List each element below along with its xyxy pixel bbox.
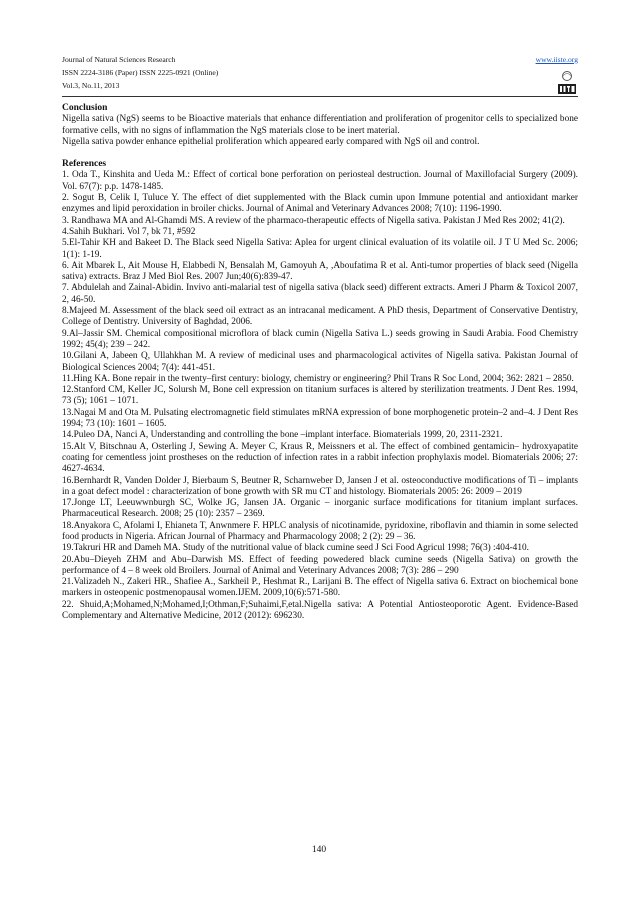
conclusion-heading: Conclusion: [62, 103, 108, 113]
reference-item: 11.Hing KA. Bone repair in the twenty–first century: biology, chemistry or engineering? Phil Trans R Soc Lond, 2004; 362: 2821 – 2850.: [62, 373, 574, 384]
reference-item: 3. Randhawa MA and Al-Ghamdi MS. A review of the pharmaco-therapeutic effects of Nigella sativa. Pakistan J Med Res 2002; 41(2).: [62, 215, 565, 226]
reference-item: 20.Abu–Dieyeh ZHM and Abu–Darwish MS. Effect of feeding powedered black cumine seeds (Nigella Sativa) on growth the performance of 4 – 8 week old Broilers. Journal of Animal and Veterinary Advances 2008; 7(3): 286 – 290: [62, 554, 578, 576]
reference-item: 13.Nagai M and Ota M. Pulsating electromagnetic field stimulates mRNA expression of bone morphogenetic protein–2 and–4. J Dent Res 1994; 73 (10): 1601 – 1605.: [62, 407, 578, 430]
reference-item: 8.Majeed M. Assessment of the black seed oil extract as an intracanal medicament. A PhD thesis, Department of Conservative Dentistry, College of Dentistry. University of Baghdad, 2006.: [62, 306, 578, 328]
journal-name: Journal of Natural Sciences Research: [62, 55, 176, 64]
reference-item: 1. Oda T., Kinshita and Ueda M.: Effect of cortical bone perforation on periosteal destruction. Journal of Maxillofacial Surgery (2009). Vol. 67(7): p.p. 1478-1485.: [62, 170, 578, 192]
journal-url-link[interactable]: www.iiste.org: [535, 55, 578, 64]
reference-item: 4.Sahih Bukhari. Vol 7, bk 71, #592: [62, 226, 196, 237]
reference-item: 17.Jonge LT, Leeuwwnburgh SC, Wolke JG, Jansen JA. Organic – inorganic surface modifications for titanium implant surfaces. Pharmaceutical Research. 2008; 25 (10): 2357 – 2369.: [62, 498, 578, 520]
page-number: 140: [311, 845, 327, 855]
reference-item: 22. Shuid,A;Mohamed,N;Mohamed,I;Othman,F;Suhaimi,F,etal.Nigella sativa: A Potential Antiosteoporotic Agent. Evidence-Based Complementary and Alternative Medicine, 2012 (2012): 696230.: [62, 599, 578, 622]
reference-item: 19.Takruri HR and Dameh MA. Study of the nutritional value of black cumine seed J Sci Food Agricul 1998; 76(3) :404-410.: [62, 543, 529, 554]
reference-list: [62, 170, 578, 622]
reference-item: 6. Ait Mbarek L, Ait Mouse H, Elabbedi N, Bensalah M, Gamoyuh A, ,Aboufatima R et al. Anti-tumor properties of black seed (Nigella sativa) extracts. Braz J Med Biol Res. 2007 Jun;40(6):839-47.: [62, 260, 578, 283]
conclusion-paragraph: Nigella sativa (NgS) seems to be Bioactive materials that enhance differentiation and proliferation of progenitor cells to specialized bone formative cells, with no signs of inflammation the NgS materials close to be inert material.: [62, 114, 578, 136]
reference-item: 10.Gilani A, Jabeen Q, Ullahkhan M. A review of medicinal uses and pharmacological activites of Nigella sativa. Pakistan Journal of Biological Sciences 2004; 7(4): 441-451.: [62, 351, 578, 373]
reference-item: 9.Al–Jassir SM. Chemical compositional microflora of black cumin (Nigella Sativa L.) seeds growing in Saudi Arabia. Food Chemistry 1992; 45(4); 239 – 242.: [62, 328, 578, 350]
references-heading: References: [62, 159, 107, 170]
reference-item: 14.Puleo DA, Nanci A, Understanding and controlling the bone –implant interface. Biomaterials 1999, 20, 2311-2321.: [62, 430, 503, 441]
reference-item: 15.Alt V, Bitschnau A, Osterling J, Sewing A. Meyer C, Kraus R, Meissners et al. The effect of combined gentamicin– hydroxyapatite coating for cementless joint prostheses on the reduction of infection rates in a rabbit infection prophylaxis model. Biomaterials 2006; 27: 4627-4634.: [62, 441, 578, 475]
issn-line: ISSN 2224-3186 (Paper) ISSN 2225-0921 (Online): [62, 68, 219, 77]
reference-item: 7. Abdulelah and Zainal-Abidin. Invivo anti-malarial test of nigella sativa (black seed) different extracts. Ameri J Pharm & Toxicol 2007, 2, 46-50.: [62, 283, 578, 305]
reference-item: 18.Anyakora C, Afolami I, Ehianeta T, Anwnmere F. HPLC analysis of nicotinamide, pyridoxine, riboflavin and thiamin in some selected food products in Nigeria. African Journal of Pharmacy and Pharmacology 2008; 2 (2): 29 – 36.: [62, 520, 578, 542]
reference-item: 5.El-Tahir KH and Bakeet D. The Black seed Nigella Sativa: Aplea for urgent clinical evaluation of its volatile oil. J T U Med Sc. 2006; 1(1): 1-19.: [62, 238, 578, 260]
reference-item: 16.Bernhardt R, Vanden Dolder J, Bierbaum S, Beutner R, Scharnweber D, Jansen J et al. osteoconductive modifications of Ti – implants in a goat defect model : characterization of bone growth with SR mu CT and histology. Biomaterials 2005: 26: 2009 – 2019: [62, 475, 578, 497]
reference-item: 21.Valizadeh N., Zakeri HR., Shafiee A., Sarkheil P., Heshmat R., Larijani B. The effect of Nigella sativa 6. Extract on biochemical bone markers in osteopenic postmenopausal women.IJEM. 2009,10(6):571-580.: [62, 577, 578, 599]
volume-line: Vol.3, No.11, 2013: [62, 81, 120, 90]
reference-item: 2. Sogut B, Celik I, Tuluce Y. The effect of diet supplemented with the Black cumin upon Immune potential and antioxidant marker enzymes and lipid peroxidation in broiler chicks. Journal of Animal and Veterinary Advances 2008; 7(10): 1196-1990.: [62, 193, 578, 215]
conclusion-paragraph: Nigella sativa powder enhance epithelial proliferation which appeared early compared with NgS oil and control.: [62, 136, 480, 147]
page-content: [62, 103, 578, 622]
reference-item: 12.Stanford CM, Keller JC, Solursh M, Bone cell expression on titanium surfaces is altered by sterilization treatments. J Dent Res. 1994, 73 (5); 1061 – 1071.: [62, 385, 578, 407]
header-divider: [62, 96, 578, 97]
iiste-logo: [556, 70, 578, 96]
page-header: [62, 53, 578, 92]
